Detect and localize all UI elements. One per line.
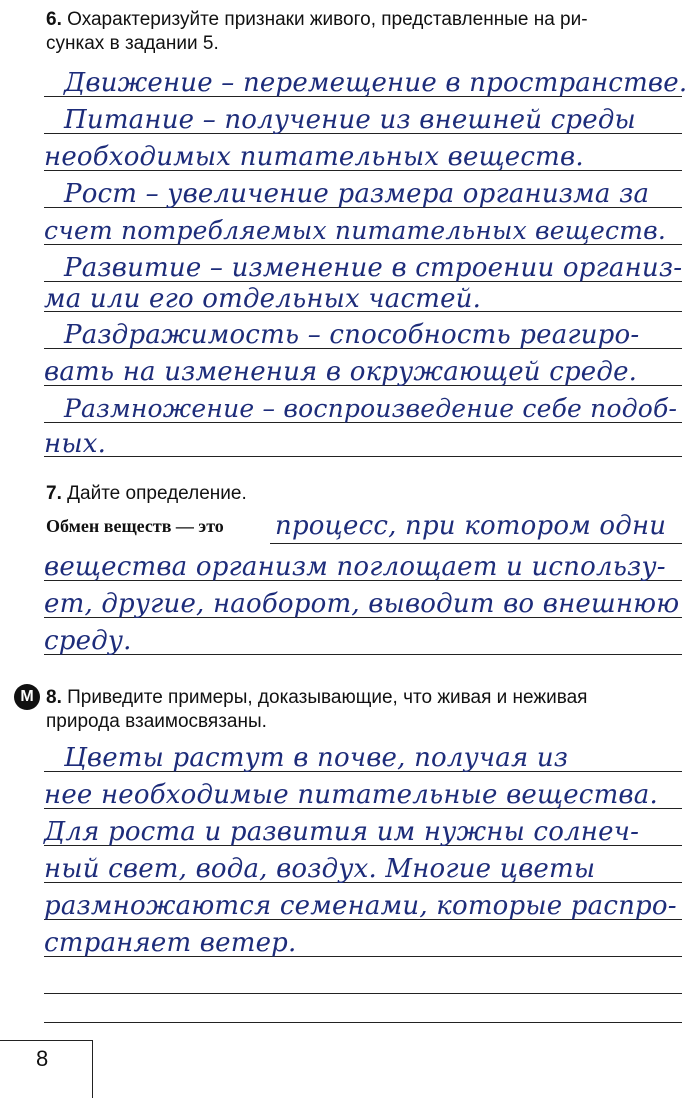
handwritten-answer-line: счет потребляемых питательных веществ. — [44, 216, 667, 245]
handwritten-answer-line: Рост – увеличение размера организма за — [64, 179, 650, 209]
handwritten-answer-line: Цветы растут в почве, получая из — [64, 743, 569, 773]
task-7-text: Дайте определение. — [67, 483, 247, 504]
answer-line — [44, 993, 682, 994]
handwritten-answer-line: размножаются семенами, которые распро- — [44, 891, 677, 921]
handwritten-answer-line: процесс, при котором одни — [275, 511, 667, 541]
task-8-text-line2: природа взаимосвязаны. — [46, 711, 267, 732]
task-7-number: 7. — [46, 483, 62, 504]
task-7-prompt — [46, 482, 684, 506]
page-number: 8 — [36, 1046, 49, 1071]
handwritten-answer-line: Для роста и развития им нужны солнеч- — [44, 817, 640, 847]
handwritten-answer-line: ет, другие, наоборот, выводит во внешнюю — [44, 589, 680, 619]
handwritten-answer-line: ма или его отдельных частей. — [44, 284, 482, 314]
handwritten-answer-line: ных. — [44, 429, 107, 459]
handwritten-answer-line: Питание – получение из внешней среды — [64, 105, 636, 135]
definition-label: Обмен веществ — это — [46, 516, 224, 536]
handwritten-answer-line: Раздражимость – способность реагиро- — [64, 320, 640, 350]
handwritten-answer-line: Движение – перемещение в пространстве. — [64, 68, 688, 98]
handwritten-answer-line: необходимых питательных веществ. — [44, 142, 584, 172]
handwritten-answer-line: нее необходимые питательные вещества. — [44, 780, 658, 810]
task-8-number: 8. — [46, 687, 62, 708]
task-8-badge-icon: М — [14, 684, 40, 710]
handwritten-answer-line: вать на изменения в окружающей среде. — [44, 357, 638, 387]
handwritten-answer-line: вещества организм поглощает и использу- — [44, 552, 666, 582]
task-6-text-line1: Охарактеризуйте признаки живого, представленные на ри- — [67, 9, 588, 30]
handwritten-answer-line: ный свет, вода, воздух. Многие цветы — [44, 854, 596, 884]
answer-line — [44, 1022, 682, 1023]
task-8-text-line1: Приведите примеры, доказывающие, что живая и неживая — [67, 687, 588, 708]
handwritten-answer-line: страняет ветер. — [44, 928, 297, 958]
task-6-prompt — [46, 8, 684, 56]
task-6-text-line2: сунках в задании 5. — [46, 33, 219, 54]
handwritten-answer-line: среду. — [44, 626, 132, 656]
answer-line — [270, 543, 682, 544]
handwritten-answer-line: Развитие – изменение в строении организ- — [64, 253, 683, 283]
task-8-prompt — [46, 686, 684, 734]
handwritten-answer-line: Размножение – воспроизведение себе подоб- — [64, 394, 678, 423]
task-6-number: 6. — [46, 9, 62, 30]
